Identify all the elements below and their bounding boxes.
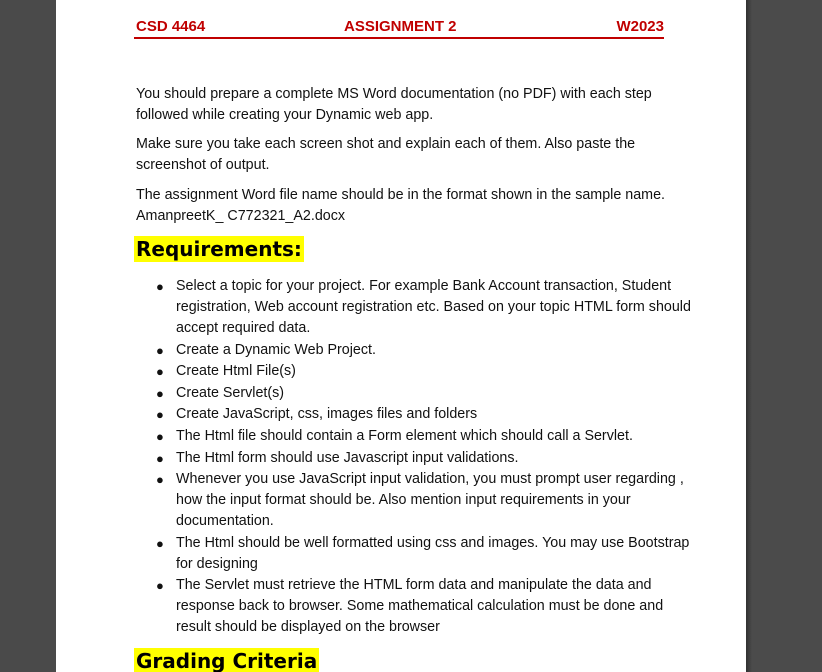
list-item-text: Create JavaScript, css, images files and folders [176, 406, 478, 423]
list-item-text: The Html form should use Javascript input validations. [176, 449, 519, 466]
document-header [134, 17, 664, 39]
paragraph-documentation: You should prepare a complete MS Word documentation (no PDF) with each step followed while creating your Dynamic web app. [136, 86, 652, 123]
requirements-heading: Requirements: [136, 237, 302, 261]
bullet-icon: ● [156, 279, 164, 294]
paragraph-filename: The assignment Word file name should be in the format shown in the sample name. AmanpreetK_ C772321_A2.docx [136, 187, 665, 224]
list-item [136, 469, 696, 532]
list-item [136, 361, 696, 382]
list-item-text: Whenever you use JavaScript input validation, you must prompt user regarding , how the input format should be. Also mention input requirements in your documentation. [176, 471, 684, 530]
bullet-icon: ● [156, 407, 164, 423]
list-item-text: Select a topic for your project. For example Bank Account transaction, Student registration, Web account registration etc. Based on your topic HTML form should accept required data. [176, 278, 691, 336]
list-item-text: The Html should be well formatted using css and images. You may use Bootstrap for designing [176, 534, 690, 572]
viewer-background [0, 0, 56, 672]
list-item [136, 383, 696, 404]
list-item-text: Create Html File(s) [176, 363, 296, 380]
list-item [136, 340, 696, 361]
list-item [136, 448, 696, 469]
list-item [136, 575, 696, 638]
bullet-icon: ● [156, 385, 164, 401]
list-item-text: The Html file should contain a Form element which should call a Servlet. [176, 427, 633, 444]
bullet-icon: ● [156, 535, 164, 551]
document-page [56, 0, 746, 672]
bullet-icon: ● [156, 364, 164, 380]
assignment-title: ASSIGNMENT 2 [344, 18, 457, 35]
list-item [136, 404, 696, 425]
list-item [136, 276, 696, 339]
page-shadow [746, 0, 752, 672]
term-label: W2023 [616, 18, 664, 35]
list-item-text: Create a Dynamic Web Project. [176, 341, 376, 358]
bullet-icon: ● [156, 342, 164, 358]
bullet-icon: ● [156, 472, 164, 488]
bullet-icon: ● [156, 428, 164, 444]
list-item [136, 533, 696, 575]
paragraph-screenshots: Make sure you take each screen shot and explain each of them. Also paste the screenshot of output. [136, 136, 636, 173]
grading-heading: Grading Criteria [136, 649, 318, 672]
bullet-icon: ● [156, 450, 164, 466]
list-item [136, 426, 696, 447]
course-code: CSD 4464 [136, 18, 206, 35]
list-item-text: The Servlet must retrieve the HTML form data and manipulate the data and response back to browser. Some mathematical calculation must be done and result should be displayed on the browser [176, 577, 664, 636]
list-item-text: Create Servlet(s) [176, 384, 285, 401]
bullet-icon: ● [156, 578, 164, 594]
requirements-list [136, 276, 696, 639]
